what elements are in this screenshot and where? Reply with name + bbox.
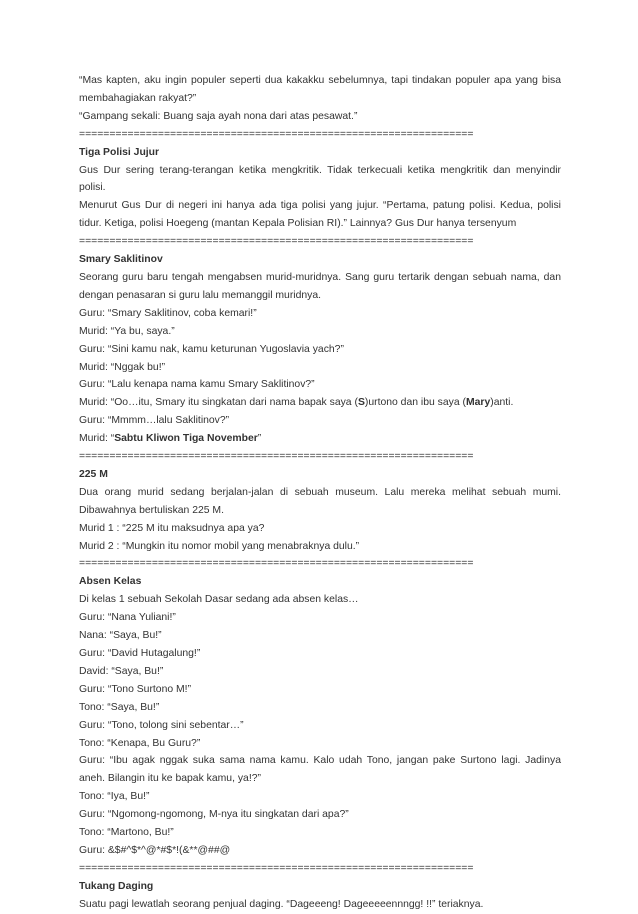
dialogue-line: Guru: “David Hutagalung!” bbox=[79, 648, 201, 659]
dialogue-line: Guru: “Smary Saklitinov, coba kemari!” bbox=[79, 307, 257, 319]
intro-line-1: “Mas kapten, aku ingin populer seperti dua kakakku sebelumnya, tapi tindakan populer apa yang bisa membahagiakan rakyat?” bbox=[79, 75, 561, 104]
paragraph: Di kelas 1 sebuah Sekolah Dasar sedang ada absen kelas… bbox=[79, 594, 359, 606]
separator: ================================================================= bbox=[79, 236, 474, 248]
text-part: )urtono dan ibu saya ( bbox=[364, 397, 466, 409]
bold-text: Mary bbox=[465, 397, 491, 409]
dialogue-line: David: “Saya, Bu!” bbox=[79, 665, 164, 677]
dialogue-line: Guru: &$#^$*^@*#$*!(&**@##@ bbox=[79, 844, 231, 856]
separator: ================================================================= bbox=[79, 862, 474, 874]
dialogue-line: Guru: “Ngomong-ngomong, M-nya itu singkatan dari apa?” bbox=[79, 809, 349, 821]
dialogue-line: Nana: “Saya, Bu!” bbox=[79, 630, 162, 642]
dialogue-line bbox=[79, 394, 561, 412]
dialogue-line: Murid: “Nggak bu!” bbox=[79, 361, 166, 373]
dialogue-line: Murid: “Ya bu, saya.” bbox=[79, 325, 175, 337]
text-part: ” bbox=[257, 433, 262, 445]
dialogue-line: Murid 2 : “Mungkin itu nomor mobil yang menabraknya dulu.” bbox=[79, 540, 360, 552]
section-title-absen-kelas: Absen Kelas bbox=[79, 576, 142, 588]
separator: ================================================================= bbox=[79, 558, 474, 570]
dialogue-line: Tono: “Martono, Bu!” bbox=[79, 827, 174, 839]
bold-text: S bbox=[357, 397, 365, 409]
dialogue-line: Tono: “Saya, Bu!” bbox=[79, 701, 160, 713]
paragraph: Menurut Gus Dur di negeri ini hanya ada tiga polisi yang jujur. “Pertama, patung polisi. Kedua, polisi tidur. Ketiga, polisi Hoegeng (mantan Kepala Polisian RI).” Lainnya? Gus Dur hanya tersenyum bbox=[79, 200, 561, 230]
text-part: )anti. bbox=[490, 397, 514, 409]
bold-text: Sabtu Kliwon Tiga November bbox=[114, 433, 258, 445]
paragraph: Seorang guru baru tengah mengabsen murid-muridnya. Sang guru tertarik dengan sebuah nama, dan dengan penasaran si guru lalu memanggil muridnya. bbox=[79, 271, 561, 301]
dialogue-line: Tono: “Iya, Bu!” bbox=[79, 791, 150, 803]
document-page bbox=[79, 72, 561, 914]
dialogue-line: Tono: “Kenapa, Bu Guru?” bbox=[79, 737, 201, 749]
dialogue-line: Guru: “Ibu agak nggak suka sama nama kamu. Kalo udah Tono, jangan pake Surtono lagi. Jadinya aneh. Bilangin itu ke bapak kamu, ya!?” bbox=[79, 755, 561, 785]
separator: ================================================================= bbox=[79, 451, 474, 463]
dialogue-line: Guru: “Tono Surtono M!” bbox=[79, 683, 192, 695]
text-part: Murid: “Oo…itu, Smary itu singkatan dari nama bapak saya ( bbox=[79, 397, 358, 409]
dialogue-line: Guru: “Tono, tolong sini sebentar…” bbox=[79, 719, 244, 731]
dialogue-line bbox=[79, 430, 561, 448]
dialogue-line: Guru: “Sini kamu nak, kamu keturunan Yugoslavia yach?” bbox=[79, 343, 344, 355]
section-title-225m: 225 M bbox=[79, 468, 108, 480]
section-title-tukang-daging: Tukang Daging bbox=[79, 880, 154, 892]
dialogue-line: Murid 1 : “225 M itu maksudnya apa ya? bbox=[79, 522, 265, 534]
dialogue-line: Guru: “Lalu kenapa nama kamu Smary Saklitinov?” bbox=[79, 379, 315, 391]
text-part: Murid: “ bbox=[79, 433, 115, 445]
separator: ================================================================= bbox=[79, 128, 474, 140]
paragraph: Gus Dur sering terang-terangan ketika mengkritik. Tidak terkecuali ketika mengkritik dan menyindir polisi. bbox=[79, 164, 561, 194]
paragraph: Dua orang murid sedang berjalan-jalan di sebuah museum. Lalu mereka melihat sebuah mumi. Dibawahnya bertuliskan 225 M. bbox=[79, 486, 561, 516]
dialogue-line: Guru: “Nana Yuliani!” bbox=[79, 612, 176, 624]
section-title-smary: Smary Saklitinov bbox=[79, 254, 163, 266]
intro-line-2: “Gampang sekali: Buang saja ayah nona dari atas pesawat.” bbox=[79, 110, 358, 122]
section-title-tiga-polisi: Tiga Polisi Jujur bbox=[79, 146, 160, 158]
paragraph: Suatu pagi lewatlah seorang penjual daging. “Dageeeng! Dageeeeennngg! !!” teriaknya. bbox=[79, 898, 484, 910]
dialogue-line: Guru: “Mmmm…lalu Saklitinov?” bbox=[79, 415, 230, 427]
